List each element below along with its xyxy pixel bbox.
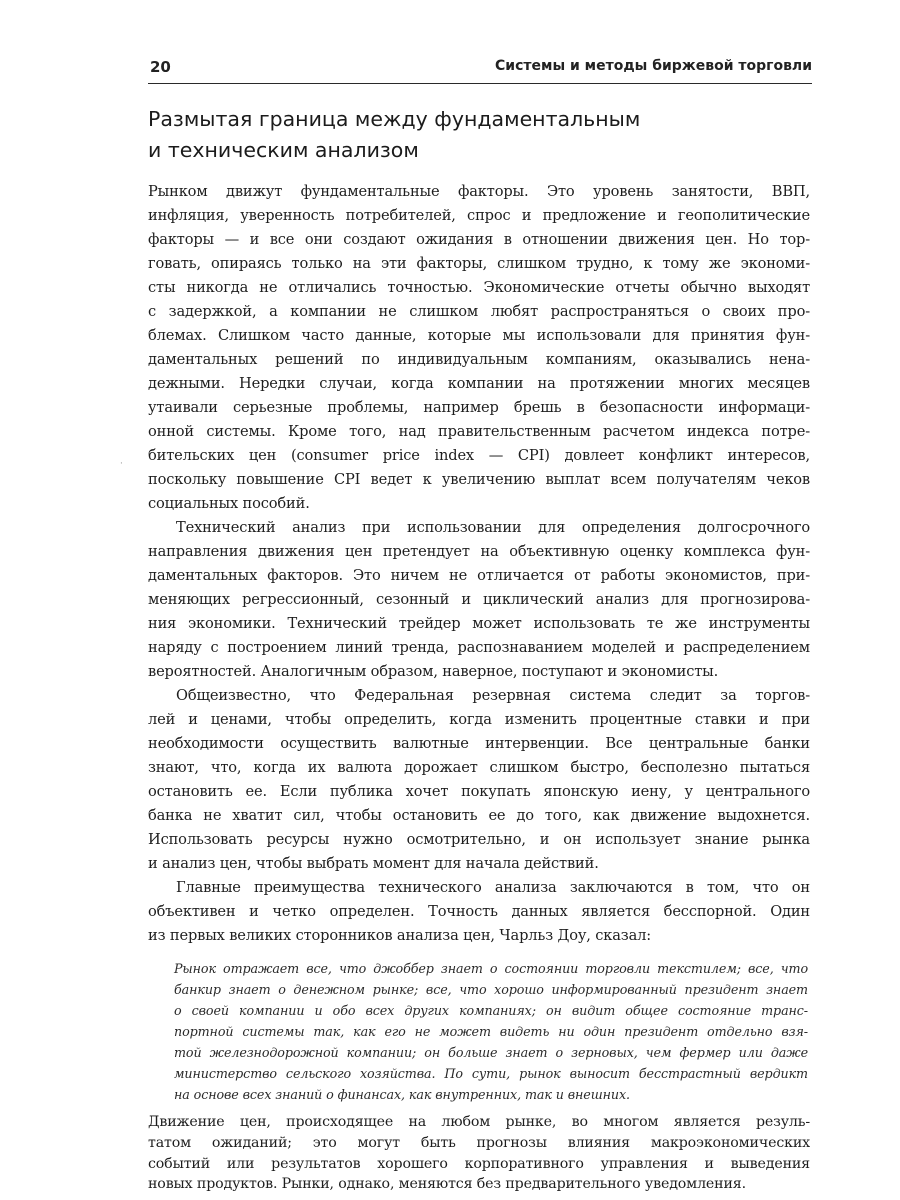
paragraph-3-line: Использовать ресурсы нужно осмотрительно, и он использует знание рынка xyxy=(148,831,810,848)
quote-line: той железнодорожной компании; он больше знает о зерновых, чем фермер или даже xyxy=(174,1045,808,1060)
margin-mark: · xyxy=(120,459,123,469)
section-heading xyxy=(148,104,808,166)
paragraph-3-line: банка не хватит сил, чтобы остановить ее до того, как движение выдохнется. xyxy=(148,807,810,824)
paragraph-3-line: знают, что, когда их валюта дорожает слишком быстро, бесполезно пытаться xyxy=(148,759,810,776)
paragraph-2-line: даментальных факторов. Это ничем не отличается от работы экономистов, при- xyxy=(148,567,810,584)
paragraph-1-line: Рынком движут фундаментальные факторы. Это уровень занятости, ВВП, xyxy=(148,183,810,200)
paragraph-4-line: из первых великих сторонников анализа цен, Чарльз Доу, сказал: xyxy=(148,927,652,944)
paragraph-2-line: Технический анализ при использовании для определения долгосрочного xyxy=(176,519,810,536)
paragraph-5-line: татом ожиданий; это могут быть прогнозы влияния макроэкономических xyxy=(148,1135,810,1151)
paragraph-1-line: факторы — и все они создают ожидания в отношении движения цен. Но тор- xyxy=(148,231,810,248)
paragraph-1-line: сты никогда не отличались точностью. Экономические отчеты обычно выходят xyxy=(148,279,810,296)
paragraph-2-line: меняющих регрессионный, сезонный и циклический анализ для прогнозирова- xyxy=(148,591,810,608)
running-header xyxy=(148,55,812,84)
paragraph-2-line: наряду с построением линий тренда, распознаванием моделей и распределением xyxy=(148,639,810,656)
paragraph-2-line: вероятностей. Аналогичным образом, наверное, поступают и экономисты. xyxy=(148,663,719,680)
quote-line: министерство сельского хозяйства. По сути, рынок выносит бесстрастный вердикт xyxy=(174,1066,808,1081)
heading-line: и техническим анализом xyxy=(148,138,419,162)
paragraph-3-line: и анализ цен, чтобы выбрать момент для начала действий. xyxy=(148,855,599,872)
paragraph-1-line: дежными. Нередки случаи, когда компании на протяжении многих месяцев xyxy=(148,375,810,392)
paragraph-4-line: объективен и четко определен. Точность данных является бесспорной. Один xyxy=(148,903,810,920)
quote-line: портной системы так, как его не может видеть ни один президент отдельно взя- xyxy=(174,1024,808,1039)
running-title: Системы и методы биржевой торговли xyxy=(495,58,812,74)
paragraph-3-line: необходимости осуществить валютные интервенции. Все центральные банки xyxy=(148,735,810,752)
paragraph-5-line: событий или результатов хорошего корпоративного управления и выведения xyxy=(148,1156,810,1172)
paragraph-1-line: бительских цен (consumer price index — CPI) довлеет конфликт интересов, xyxy=(148,447,810,464)
paragraph-1-line: инфляция, уверенность потребителей, спрос и предложение и геополитические xyxy=(148,207,810,224)
paragraph-1-line: говать, опираясь только на эти факторы, слишком трудно, к тому же экономи- xyxy=(148,255,810,272)
paragraph-1-line: с задержкой, а компании не слишком любят распространяться о своих про- xyxy=(148,303,810,320)
paragraph-3-line: Общеизвестно, что Федеральная резервная система следит за торгов- xyxy=(176,687,810,704)
paragraph-1-line: блемах. Слишком часто данные, которые мы использовали для принятия фун- xyxy=(148,327,810,344)
paragraph-1-line: онной системы. Кроме того, над правительственным расчетом индекса потре- xyxy=(148,423,810,440)
paragraph-3-line: лей и ценами, чтобы определить, когда изменить процентные ставки и при xyxy=(148,711,810,728)
page-number: 20 xyxy=(150,58,171,76)
paragraph-4-line: Главные преимущества технического анализа заключаются в том, что он xyxy=(176,879,810,896)
quote-line: о своей компании и обо всех других компаниях; он видит общее состояние транс- xyxy=(174,1003,808,1018)
paragraph-2-line: направления движения цен претендует на объективную оценку комплекса фун- xyxy=(148,543,810,560)
paragraph-1-line: утаивали серьезные проблемы, например брешь в безопасности информаци- xyxy=(148,399,810,416)
paragraph-1-line: даментальных решений по индивидуальным компаниям, оказывались нена- xyxy=(148,351,810,368)
quote-line: Рынок отражает все, что джоббер знает о состоянии торговли текстилем; все, что xyxy=(174,961,808,976)
paragraph-1-line: поскольку повышение CPI ведет к увеличению выплат всем получателям чеков xyxy=(148,471,810,488)
quote-line: на основе всех знаний о финансах, как внутренних, так и внешних. xyxy=(174,1087,630,1102)
quote-line: банкир знает о денежном рынке; все, что хорошо информированный президент знает xyxy=(174,982,808,997)
paragraph-3-line: остановить ее. Если публика хочет покупать японскую иену, у центрального xyxy=(148,783,810,800)
paragraph-1-line: социальных пособий. xyxy=(148,495,310,512)
heading-line: Размытая граница между фундаментальным xyxy=(148,107,641,131)
paragraph-5-line: новых продуктов. Рынки, однако, меняются без предварительного уведомления. xyxy=(148,1176,746,1192)
paragraph-2-line: ния экономики. Технический трейдер может использовать те же инструменты xyxy=(148,615,810,632)
paragraph-5-line: Движение цен, происходящее на любом рынке, во многом является резуль- xyxy=(148,1114,810,1130)
